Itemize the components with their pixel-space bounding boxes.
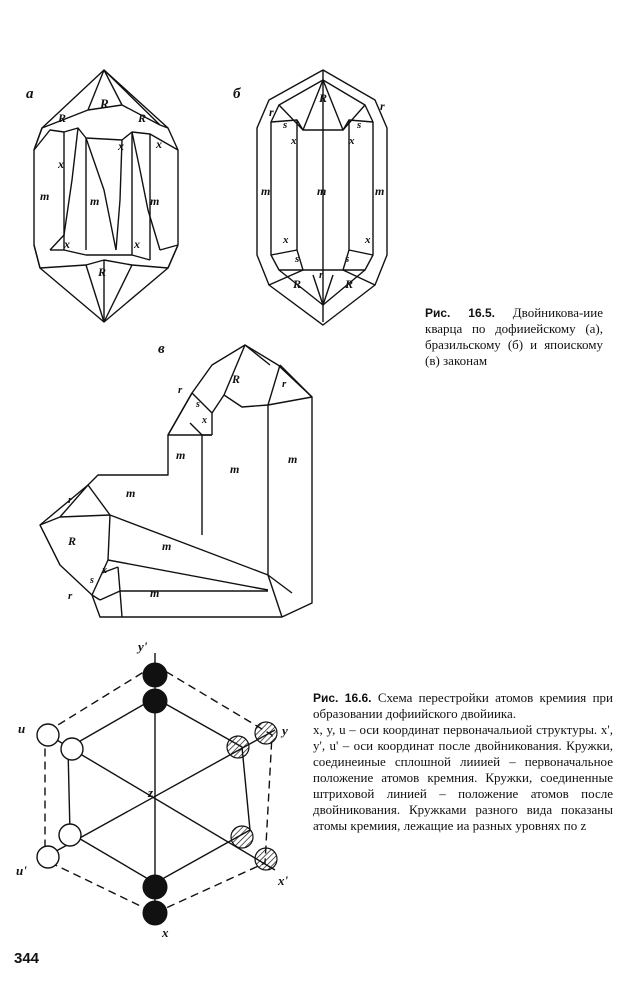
face-label: s xyxy=(196,399,200,410)
label-v: в xyxy=(158,341,165,357)
label-b: б xyxy=(233,86,241,102)
axis-label-y-prime: y' xyxy=(138,639,148,654)
face-label: R xyxy=(345,277,354,291)
face-label: m xyxy=(261,184,271,198)
atom-open xyxy=(59,824,81,846)
face-label: x xyxy=(291,135,297,147)
face-label: x xyxy=(202,415,207,426)
face-label: R xyxy=(319,91,328,105)
caption-text: Схема перестройки атомов кремиия при образовании дофиийского двойиика. xyxy=(313,690,613,721)
face-label: m xyxy=(150,586,160,600)
atom-solid xyxy=(143,875,167,899)
atom-open xyxy=(37,724,59,746)
face-label: s xyxy=(345,253,350,265)
axis-label-x: x xyxy=(162,925,169,940)
face-label: r xyxy=(380,99,385,113)
figure-16-6-caption xyxy=(313,690,613,834)
atom-solid xyxy=(143,689,167,713)
axis-label-y: y xyxy=(282,723,288,738)
face-label: m xyxy=(90,194,100,208)
atom-hatched xyxy=(255,722,277,744)
axis-label-u: u xyxy=(18,721,26,736)
face-label: x xyxy=(365,234,371,246)
face-label: s xyxy=(90,575,94,586)
axis-label-z: z xyxy=(148,785,154,800)
face-label: r xyxy=(282,378,287,390)
face-label: x xyxy=(134,237,140,251)
face-label: m xyxy=(40,189,50,203)
axis-label-u-prime: u' xyxy=(16,863,27,878)
face-label: x xyxy=(156,137,162,151)
atom-open xyxy=(37,846,59,868)
atom-hatched xyxy=(231,826,253,848)
face-label: r xyxy=(68,494,73,506)
face-label: m xyxy=(150,194,160,208)
caption-text: Двойникова-иие кварца по дофииейскому (а), бразильскому (б) и япоиcкому (в) законам xyxy=(425,305,603,368)
face-label: x xyxy=(102,565,107,576)
face-label: m xyxy=(176,448,186,462)
face-label: R xyxy=(100,96,109,111)
face-label: x xyxy=(349,135,355,147)
figure-16-5b-brazil-twin xyxy=(225,60,395,330)
face-label: r xyxy=(178,384,183,396)
face-label: s xyxy=(295,253,300,265)
face-label: R xyxy=(98,265,107,279)
face-label: x xyxy=(283,234,289,246)
caption-label: Рис. 16.6. xyxy=(313,691,372,705)
atom-solid xyxy=(143,901,167,925)
face-label: R xyxy=(68,534,77,548)
face-label: R xyxy=(232,372,241,386)
face-label: s xyxy=(357,119,362,131)
axis-label-x-prime: x' xyxy=(278,873,289,888)
face-label: x xyxy=(64,237,70,251)
face-label: m xyxy=(230,462,240,476)
face-label: m xyxy=(126,486,136,500)
label-a: а xyxy=(26,86,34,102)
atom-hatched xyxy=(255,848,277,870)
atom-open xyxy=(61,738,83,760)
face-label: R xyxy=(138,111,147,125)
face-label: R xyxy=(293,277,302,291)
figure-16-6-atom-scheme xyxy=(10,635,300,945)
face-label: r xyxy=(319,269,324,281)
face-label: m xyxy=(288,452,298,466)
face-label: m xyxy=(317,184,327,198)
original-hexagon xyxy=(68,698,250,883)
atom-solid xyxy=(143,663,167,687)
face-label: m xyxy=(162,539,172,553)
face-label: x xyxy=(58,157,64,171)
face-label: R xyxy=(58,111,67,125)
page-number: 344 xyxy=(14,950,40,967)
face-label: x xyxy=(118,139,124,153)
figure-16-5v-japan-twin xyxy=(30,335,330,625)
face-label: r xyxy=(68,590,73,602)
atom-hatched xyxy=(227,736,249,758)
figure-16-5a-dauphine-twin xyxy=(20,60,190,330)
figure-16-5-caption xyxy=(425,305,603,369)
face-label: s xyxy=(283,119,288,131)
caption-text-legend: x, y, u – оси координат первоначальиой структуры. x', y', u' – оси координат после двойникования. Кружки, соединеиные сплошной лииией – первоначальное положение атомов кремния. Кружки, соединенные штриховой линией – положение атомов после двойникования. Кружками разного вида показаны атомы кремиия, лежащие иа разных уровнях по z xyxy=(313,722,613,833)
face-label: r xyxy=(269,105,274,119)
caption-label: Рис. 16.5. xyxy=(425,306,495,320)
face-label: m xyxy=(375,184,385,198)
